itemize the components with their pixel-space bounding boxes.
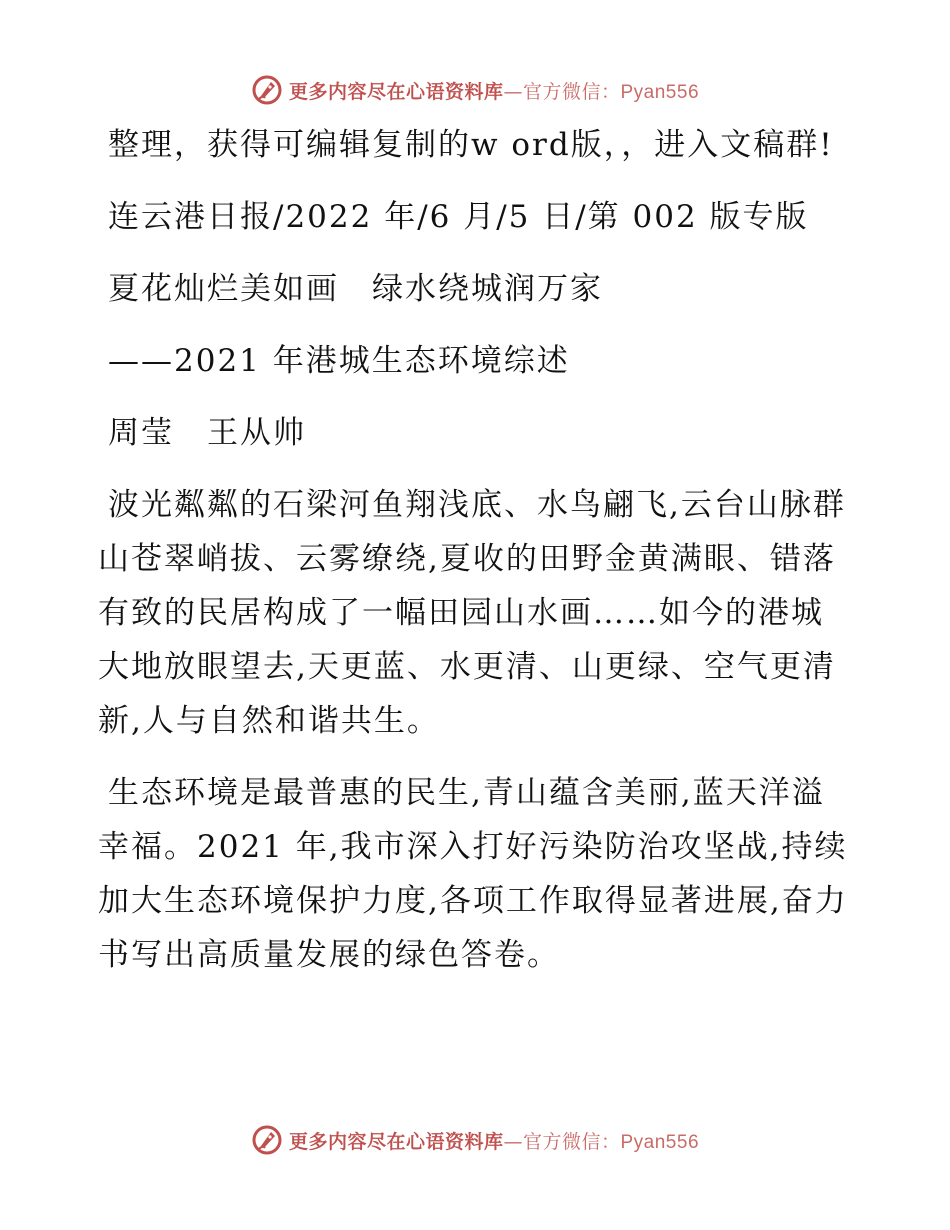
source-line: 连云港日报/2022 年/6 月/5 日/第 002 版专版 — [108, 199, 809, 235]
banner-wechat-handle: Pyan556 — [620, 81, 700, 103]
pen-nib-logo-icon — [251, 1124, 283, 1156]
body-paragraph: 生态环境是最普惠的民生,青山蕴含美丽,蓝天洋溢幸福。2021 年,我市深入打好污染防治攻坚战,持续加大生态环境保护力度,各项工作取得显著进展,奋力书写出高质量发展的绿色答卷。 — [98, 775, 848, 973]
header-watermark-banner — [0, 70, 950, 110]
banner-text — [289, 77, 699, 104]
banner-separator: — — [503, 80, 523, 103]
banner-wechat-handle: Pyan556 — [620, 1131, 700, 1153]
banner-wechat-label: 官方微信： — [522, 80, 621, 103]
document-body — [98, 118, 850, 982]
banner-separator: — — [503, 1130, 523, 1153]
article-subtitle: ——2021 年港城生态环境综述 — [108, 343, 570, 379]
banner-text — [289, 1127, 699, 1154]
intro-notice-paragraph: 整理，获得可编辑复制的w ord版，，进入文稿群! — [108, 127, 834, 163]
body-paragraph: 波光粼粼的石梁河鱼翔浅底、水鸟翩飞,云台山脉群山苍翠峭拔、云雾缭绕,夏收的田野金黄满眼、错落有致的民居构成了一幅田园山水画……如今的港城大地放眼望去,天更蓝、水更清、山更绿、空气更清新,人与自然和谐共生。 — [98, 487, 846, 739]
article-title: 夏花灿烂美如画 绿水绕城润万家 — [108, 271, 603, 307]
banner-wechat-label: 官方微信： — [522, 1130, 621, 1153]
banner-promo-text: 更多内容尽在心语资料库 — [288, 80, 504, 103]
pen-nib-logo-icon — [251, 74, 283, 106]
banner-promo-text: 更多内容尽在心语资料库 — [288, 1130, 504, 1153]
article-authors: 周莹 王从帅 — [108, 415, 306, 451]
footer-watermark-banner — [0, 1120, 950, 1160]
